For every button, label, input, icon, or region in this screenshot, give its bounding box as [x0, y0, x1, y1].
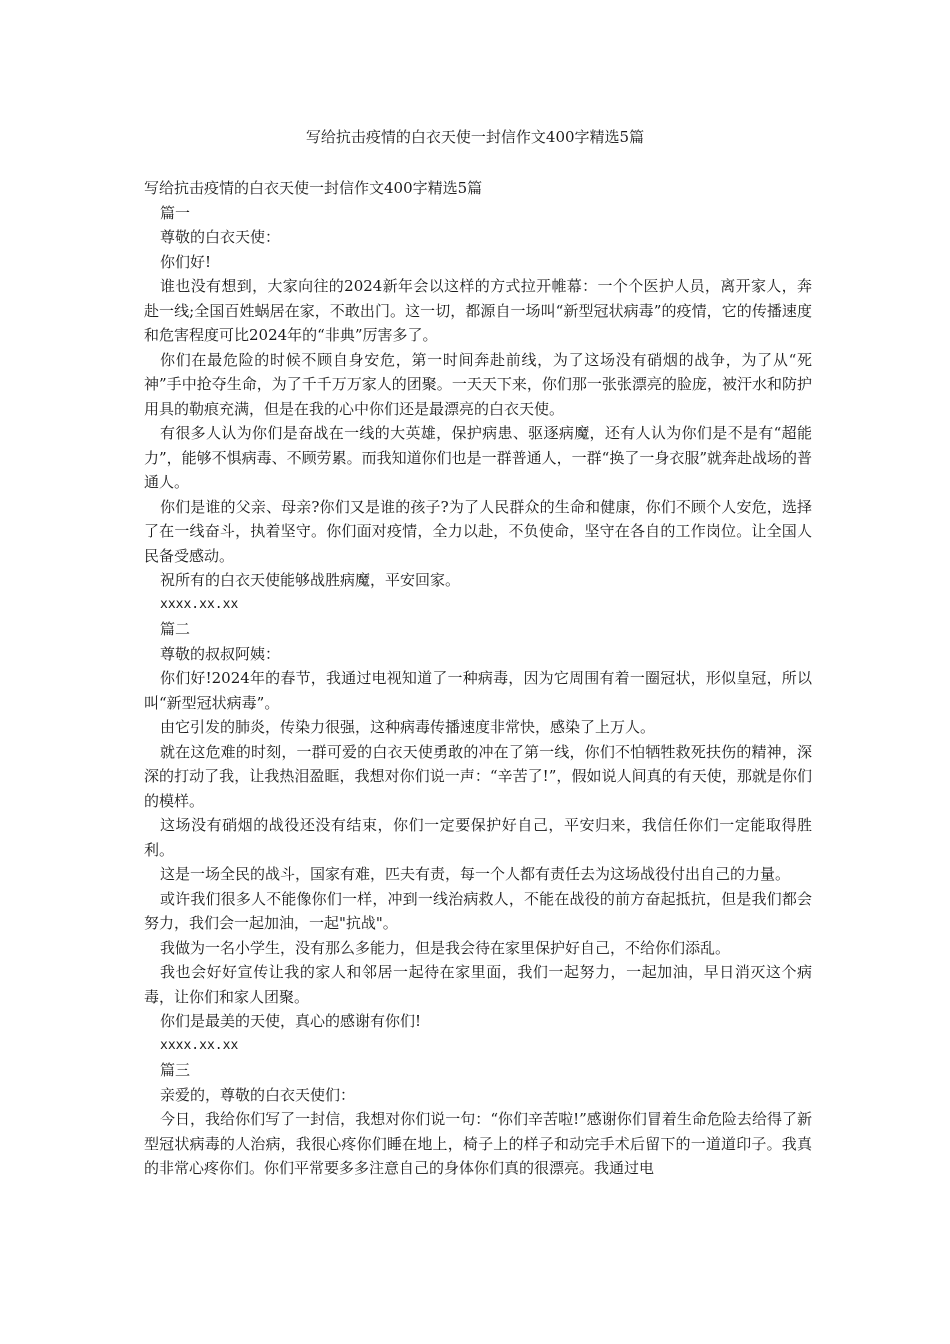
- closing-line: 祝所有的白衣天使能够战胜病魔，平安回家。: [160, 571, 461, 589]
- closing-line: 你们是最美的天使，真心的感谢有你们!: [160, 1012, 422, 1030]
- body-paragraph: 这场没有硝烟的战役还没有结束，你们一定要保护好自己，平安归来，我信任你们一定能取得胜利。: [144, 816, 812, 859]
- body-paragraph: 这是一场全民的战斗，国家有难，匹夫有责，每一个人都有责任去为这场战役付出自己的力量。: [160, 865, 791, 883]
- salutation: 亲爱的，尊敬的白衣天使们：: [160, 1085, 356, 1104]
- body-paragraph: 由它引发的肺炎，传染力很强，这种病毒传播速度非常快，感染了上万人。: [160, 718, 656, 736]
- body-paragraph: 有很多人认为你们是奋战在一线的大英雄，保护病患、驱逐病魔，还有人认为你们是不是有“超能力”，能够不惧病毒、不顾劳累。而我知道你们也是一群普通人，一群“换了一身衣服”就奔赴战场的普通人。: [144, 424, 813, 491]
- section-heading: 篇一: [160, 203, 191, 222]
- date-signature: xxxx.xx.xx: [160, 596, 239, 612]
- document-body: [144, 176, 812, 1181]
- salutation: 尊敬的白衣天使：: [160, 228, 281, 246]
- section-heading: 篇二: [160, 620, 191, 638]
- body-paragraph: 你们是谁的父亲、母亲?你们又是谁的孩子?为了人民群众的生命和健康，你们不顾个人安危，选择了在一线奋斗，执着坚守。你们面对疫情，全力以赴，不负使命，坚守在各自的工作岗位。让全国人民备受感动。: [144, 497, 812, 565]
- body-paragraph: 你们好!2024年的春节，我通过电视知道了一种病毒，因为它周围有着一圈冠状，形似皇冠，所以叫“新型冠状病毒”。: [144, 669, 812, 712]
- page-header-title: 写给抗击疫情的白衣天使一封信作文400字精选5篇: [305, 128, 645, 146]
- greeting: 你们好!: [160, 252, 212, 271]
- body-paragraph: 或许我们很多人不能像你们一样，冲到一线治病救人，不能在战役的前方奋起抵抗，但是我们都会努力，我们会一起加油，一起"抗战"。: [144, 889, 812, 932]
- body-paragraph: 我也会好好宣传让我的家人和邻居一起待在家里面，我们一起努力，一起加油，早日消灭这个病毒，让你们和家人团聚。: [144, 963, 812, 1006]
- section-heading: 篇三: [160, 1061, 191, 1079]
- body-paragraph: 你们在最危险的时候不顾自身安危，第一时间奔赴前线，为了这场没有硝烟的战争，为了从“死神”手中抢夺生命，为了千千万万家人的团聚。一天天下来，你们那一张张漂亮的脸庞，被汗水和防护用具的勒痕充满，但是在我的心中你们还是最漂亮的白衣天使。: [144, 350, 812, 418]
- document-title: 写给抗击疫情的白衣天使一封信作文400字精选5篇: [144, 179, 483, 197]
- salutation: 尊敬的叔叔阿姨：: [160, 644, 281, 663]
- body-paragraph: 就在这危难的时刻，一群可爱的白衣天使勇敢的冲在了第一线，你们不怕牺牲救死扶伤的精神，深深的打动了我，让我热泪盈眶，我想对你们说一声：“辛苦了!”，假如说人间真的有天使，那就是你们的模样。: [144, 742, 812, 810]
- body-paragraph: 谁也没有想到，大家向往的2024新年会以这样的方式拉开帷幕：一个个医护人员，离开家人，奔赴一线;全国百姓蜗居在家，不敢出门。这一切，都源自一场叫“新型冠状病毒”的疫情，它的传播速度和危害程度可比2024年的“非典”厉害多了。: [144, 277, 812, 344]
- body-paragraph: 今日，我给你们写了一封信，我想对你们说一句：“你们辛苦啦!”感谢你们冒着生命危险去给得了新型冠状病毒的人治病，我很心疼你们睡在地上，椅子上的样子和动完手术后留下的一道道印子。我真的非常心疼你们。你们平常要多多注意自己的身体你们真的很漂亮。我通过电: [144, 1110, 812, 1177]
- date-signature: xxxx.xx.xx: [160, 1037, 239, 1053]
- body-paragraph: 我做为一名小学生，没有那么多能力，但是我会待在家里保护好自己，不给你们添乱。: [160, 938, 731, 957]
